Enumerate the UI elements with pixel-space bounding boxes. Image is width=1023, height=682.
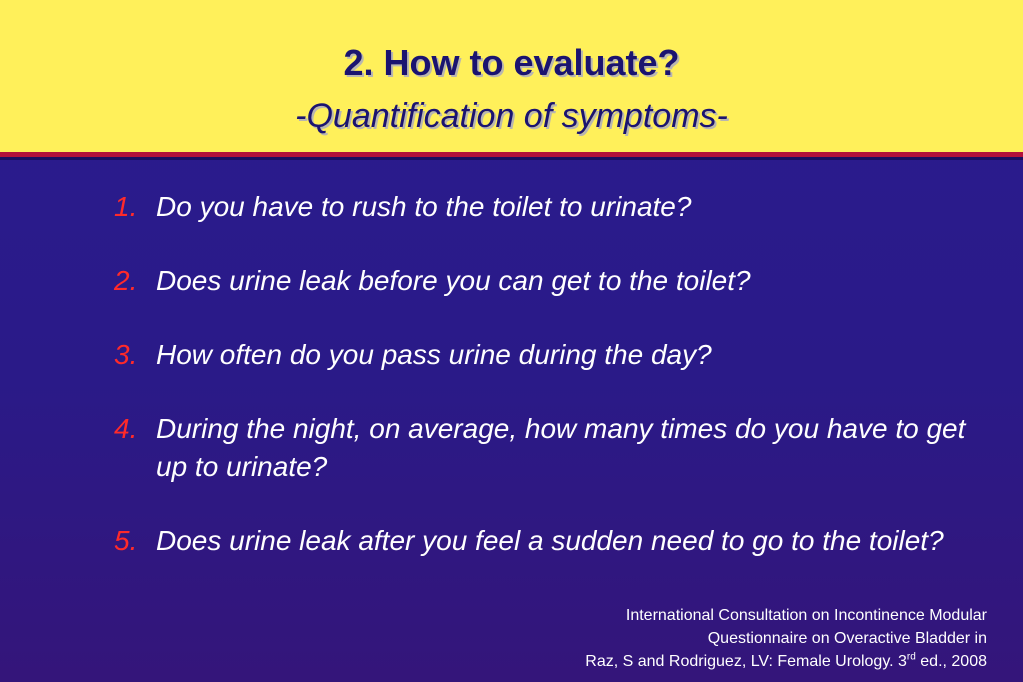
citation-line-3-prefix: Raz, S and Rodriguez, LV: Female Urology. 3 (585, 653, 907, 670)
citation-superscript: rd (906, 651, 916, 663)
citation-line-3-suffix: ed., 2008 (915, 653, 987, 670)
question-text: How often do you pass urine during the day? (156, 339, 712, 370)
slide-subtitle: -Quantification of symptoms- (295, 97, 728, 135)
question-text: Does urine leak before you can get to the toilet? (156, 265, 751, 296)
question-item-2 (114, 262, 994, 300)
citation-line-3 (585, 650, 987, 673)
question-text: Do you have to rush to the toilet to urinate? (156, 191, 692, 222)
question-text: During the night, on average, how many times do you have to get up to urinate? (156, 413, 966, 482)
divider-navy (0, 157, 1023, 160)
citation (585, 604, 987, 673)
question-number: 5. (114, 525, 138, 556)
question-list (114, 188, 994, 596)
title-banner (0, 0, 1023, 152)
question-item-3 (114, 336, 994, 374)
question-number: 4. (114, 413, 138, 444)
question-number: 3. (114, 339, 138, 370)
question-text: Does urine leak after you feel a sudden need to go to the toilet? (156, 525, 944, 556)
question-item-4 (114, 410, 994, 486)
slide-title: 2. How to evaluate? (343, 42, 680, 83)
question-number: 1. (114, 191, 138, 222)
question-item-1 (114, 188, 994, 226)
citation-line-2: Questionnaire on Overactive Bladder in (707, 630, 987, 647)
question-number: 2. (114, 265, 138, 296)
question-item-5 (114, 522, 994, 560)
citation-line-1: International Consultation on Incontinence Modular (625, 607, 987, 624)
